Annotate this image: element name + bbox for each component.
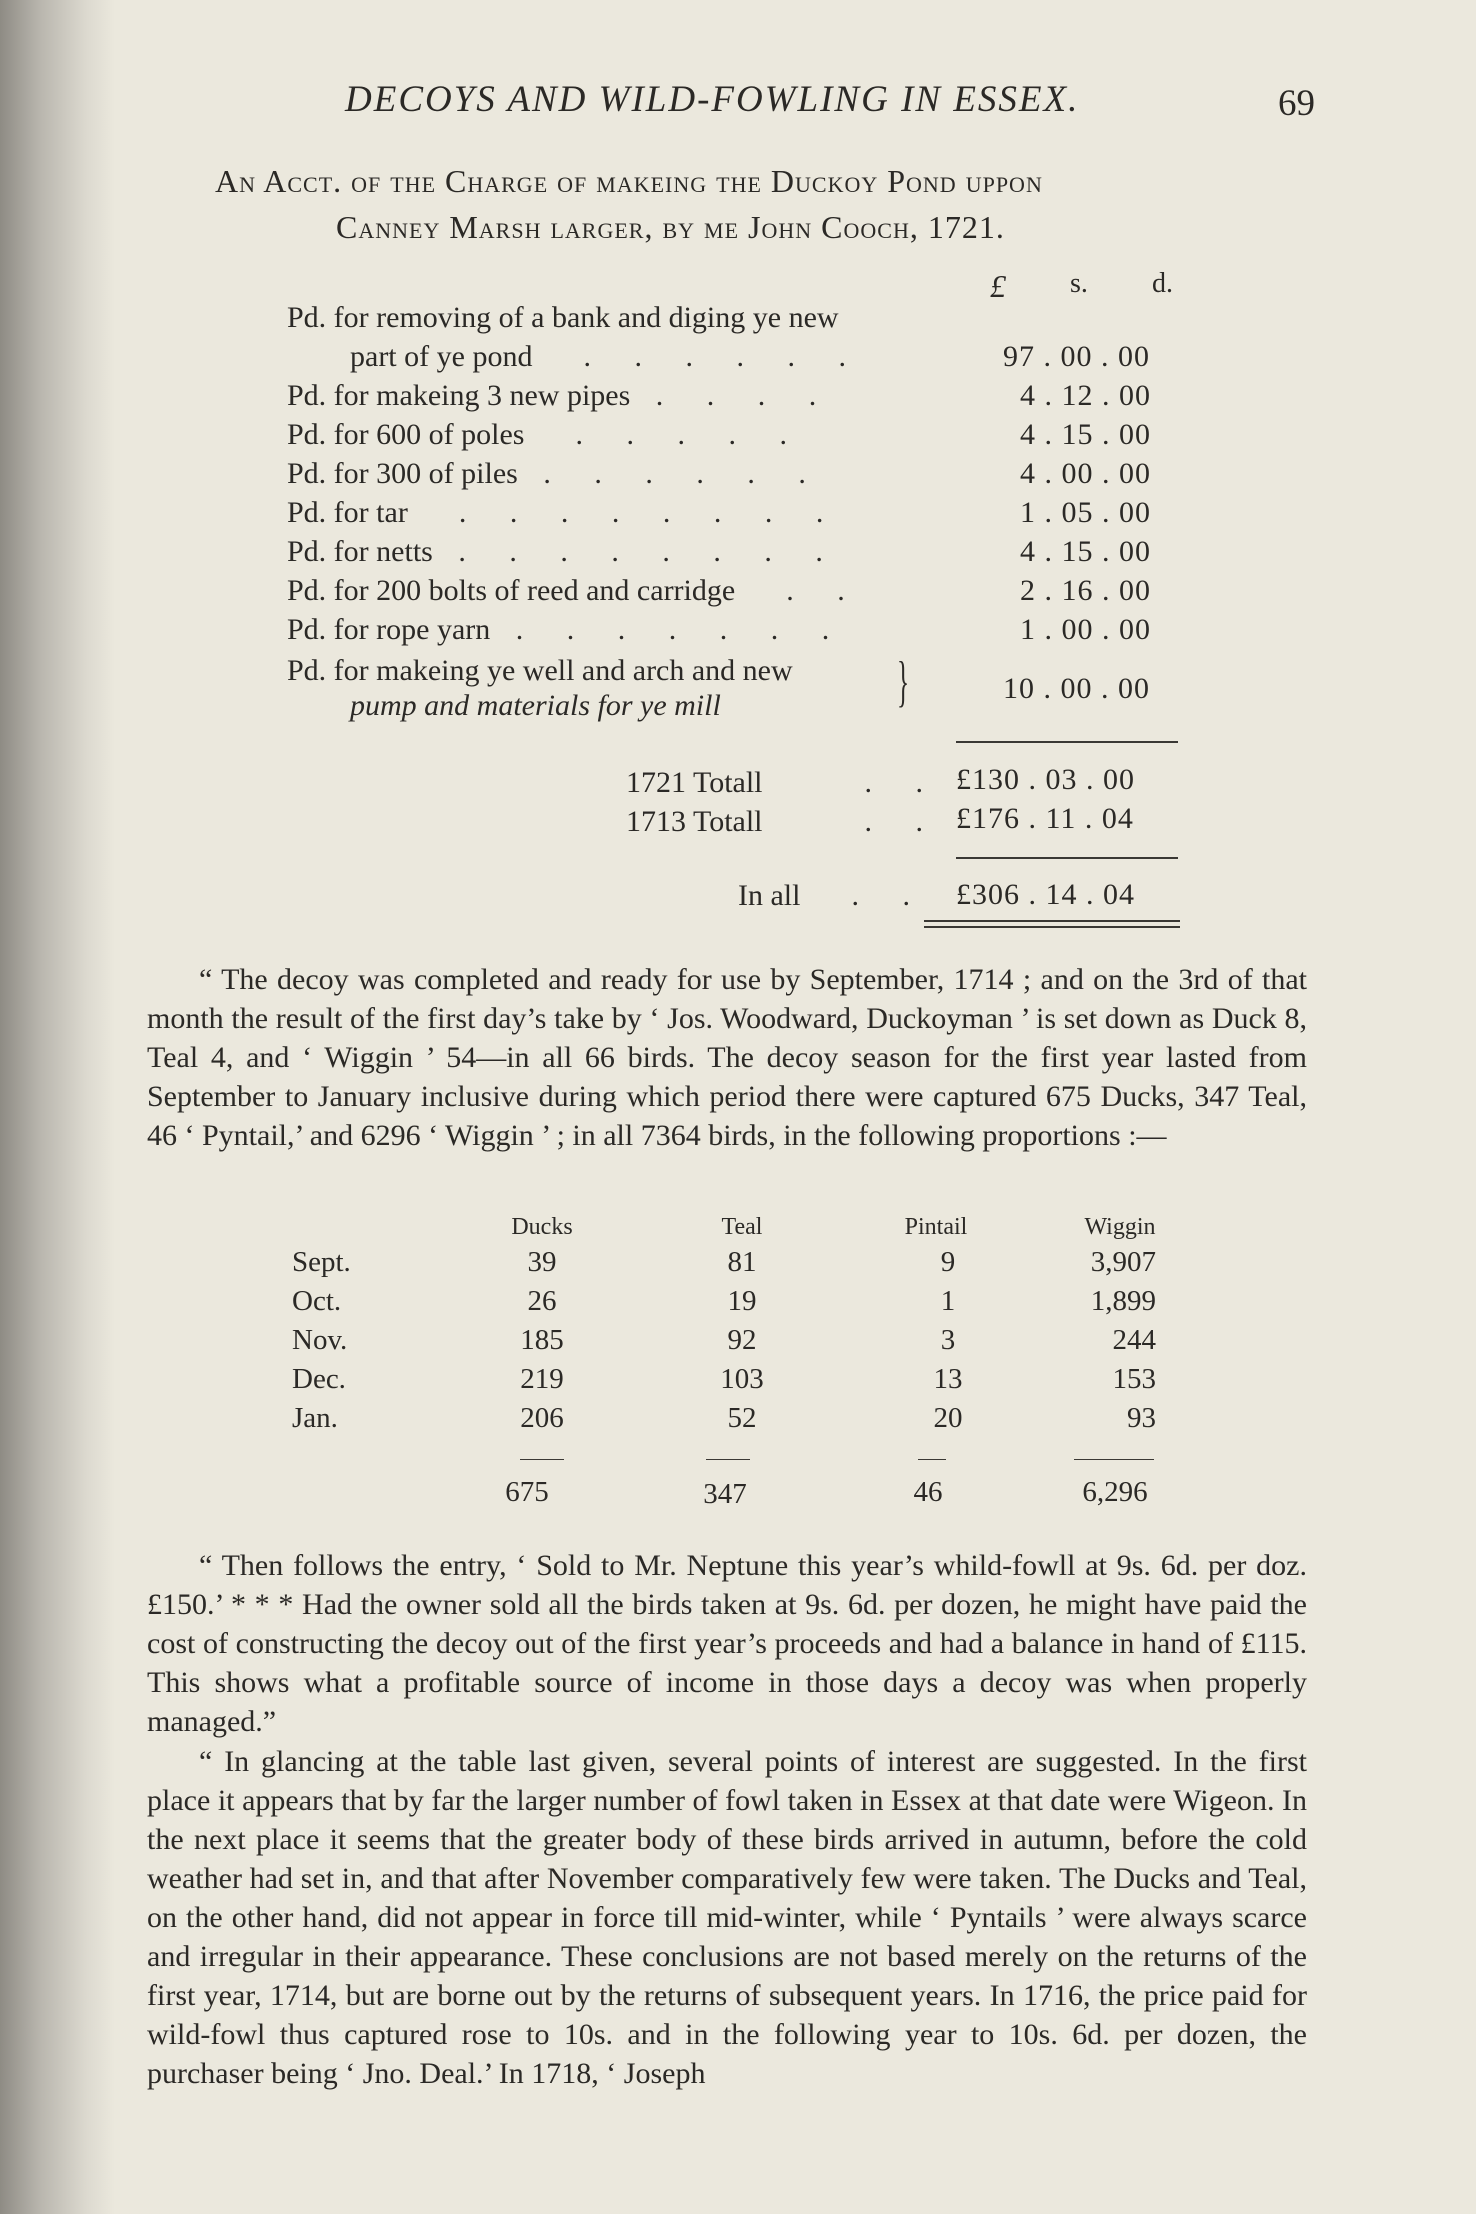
paragraph-sold-to-neptune-text: “ Then follows the entry, ‘ Sold to Mr. Neptune this year’s whild-fowll at 9s. 6d. per doz. £150.’ * * * Had the owner sold all the birds taken at 9s. 6d. per dozen, he might have paid the cost of constructing the decoy out of the first year’s proceeds and had a balance in hand of £115. This shows what a profitable source of income in those days a decoy was when properly managed.”	[147, 1549, 1307, 1738]
page-number: 69	[1278, 83, 1315, 124]
grand-total-label: In all	[738, 879, 801, 912]
table-cell: 93	[1127, 1402, 1156, 1434]
column-head-wiggin: Wiggin	[1084, 1214, 1156, 1240]
column-rule	[520, 1459, 564, 1460]
table-cell: 52	[727, 1402, 757, 1434]
leader-dots: . . . . . . . .	[407, 496, 842, 529]
table-total-cell: 6,296	[1082, 1476, 1148, 1508]
subtotal-rule	[956, 741, 1178, 743]
leader-dots: . . . . . . . .	[432, 535, 841, 568]
table-cell: 206	[520, 1402, 564, 1434]
table-cell: 26	[527, 1285, 557, 1317]
column-rule	[1074, 1459, 1154, 1460]
table-cell: 19	[727, 1285, 757, 1317]
account-item-8-text: Pd. for rope yarn	[287, 613, 491, 646]
paragraph-glancing-at-table	[147, 1742, 1307, 2093]
leader-dots: . .	[735, 574, 863, 607]
table-cell: 92	[727, 1324, 757, 1356]
table-total-cell: 46	[913, 1476, 943, 1508]
curly-brace: }	[897, 651, 910, 713]
account-title-text-2: Canney Marsh larger, by me John Cooch, 1721.	[336, 209, 1005, 245]
table-cell: 185	[520, 1324, 564, 1356]
table-cell: 219	[520, 1363, 564, 1395]
account-item-4	[287, 454, 824, 493]
table-cell: 3	[940, 1324, 956, 1356]
table-cell: 39	[527, 1246, 557, 1278]
account-item-3	[287, 415, 805, 454]
account-item-7-text: Pd. for 200 bolts of reed and carridge	[287, 574, 736, 607]
column-head-shillings: s.	[1070, 268, 1088, 299]
paragraph-glancing-at-table-text: “ In glancing at the table last given, several points of interest are suggested. In the first place it appears that by far the larger number of fowl taken in Essex at that date were Wigeon. In the next place it seems that the greater body of these birds arrived in autumn, before the cold weather had set in, and that after November comparatively few were taken. The Ducks and Teal, on the other hand, did not appear in force till mid-winter, while ‘ Pyntails ’ were always scarce and irregular in their appearance. These conclusions are not based merely on the returns of the first year, 1714, but are borne out by the returns of subsequent years. In 1716, the price paid for wild-fowl thus captured rose to 10s. and in the following year to 10s. 6d. per dozen, the purchaser being ‘ Jno. Deal.’ In 1718, ‘ Joseph	[147, 1745, 1307, 2090]
account-title-text-1: An Acct. of the Charge of makeing the Duckoy Pond uppon	[215, 163, 1043, 199]
account-item-6-amount: 4 . 15 . 00	[1020, 535, 1151, 568]
account-item-5-amount: 1 . 05 . 00	[1020, 496, 1151, 529]
account-item-2	[287, 376, 834, 415]
total-rule	[956, 857, 1178, 859]
table-cell: 3,907	[1090, 1246, 1156, 1278]
grand-total-amount: £306 . 14 . 04	[956, 878, 1135, 911]
leader-dots: . . . . . . .	[490, 613, 848, 646]
column-head-pence: d.	[1152, 268, 1173, 299]
column-head-ducks: Ducks	[511, 1214, 573, 1240]
grand-total-double-rule-2	[924, 926, 1180, 928]
leader-dots: . . . . .	[524, 418, 805, 451]
leader-dots: . . . .	[630, 379, 835, 412]
table-cell: 103	[720, 1363, 764, 1395]
table-cell: 153	[1112, 1363, 1156, 1395]
column-rule	[918, 1459, 946, 1460]
table-cell: 20	[933, 1402, 963, 1434]
table-cell: 13	[933, 1363, 963, 1395]
month-label: Nov.	[292, 1324, 348, 1356]
leader-dots: . .	[762, 805, 942, 838]
table-cell: 81	[727, 1246, 757, 1278]
column-rule	[706, 1459, 750, 1460]
account-item-8-amount: 1 . 00 . 00	[1020, 613, 1151, 646]
paragraph-sold-to-neptune	[147, 1546, 1307, 1741]
month-label: Oct.	[292, 1285, 342, 1317]
column-head-pintail: Pintail	[904, 1214, 968, 1240]
account-item-1-amount: 97 . 00 . 00	[1003, 340, 1150, 373]
account-item-5-text: Pd. for tar	[287, 496, 408, 529]
table-cell: 1	[940, 1285, 956, 1317]
account-item-1-line-1: Pd. for removing of a bank and diging ye new	[287, 301, 839, 334]
account-item-8	[287, 610, 847, 649]
account-item-9-line-2: pump and materials for ye mill	[350, 689, 721, 722]
account-item-1-line-2	[350, 337, 864, 376]
table-total-cell: 347	[703, 1478, 747, 1510]
table-total-cell: 675	[505, 1476, 549, 1508]
account-item-4-text: Pd. for 300 of piles	[287, 457, 518, 490]
account-item-7-amount: 2 . 16 . 00	[1020, 574, 1151, 607]
month-label: Dec.	[292, 1363, 346, 1395]
table-cell: 1,899	[1090, 1285, 1156, 1317]
table-cell: 244	[1112, 1324, 1156, 1356]
running-title: DECOYS AND WILD-FOWLING IN ESSEX.	[345, 79, 1080, 120]
month-label: Jan.	[292, 1402, 338, 1434]
account-item-6-text: Pd. for netts	[287, 535, 433, 568]
month-label: Sept.	[292, 1246, 351, 1278]
account-item-4-amount: 4 . 00 . 00	[1020, 457, 1151, 490]
paragraph-decoy-completed-text: “ The decoy was completed and ready for use by September, 1714 ; and on the 3rd of that month the result of the first day’s take by ‘ Jos. Woodward, Duckoyman ’ is set down as Duck 8, Teal 4, and ‘ Wiggin ’ 54—in all 66 birds. The decoy season for the first year lasted from September to January inclusive during which period there were captured 675 Ducks, 347 Teal, 46 ‘ Pyntail,’ and 6296 ‘ Wiggin ’ ; in all 7364 birds, in the following proportions :—	[147, 963, 1307, 1152]
grand-total	[738, 876, 928, 915]
leader-dots: . .	[800, 879, 928, 912]
column-head-teal: Teal	[721, 1214, 763, 1240]
account-item-3-amount: 4 . 15 . 00	[1020, 418, 1151, 451]
paragraph-decoy-completed	[147, 960, 1307, 1155]
account-item-5	[287, 493, 841, 532]
total-1721-label: 1721 Totall	[626, 766, 763, 799]
leader-dots: . . . . . .	[517, 457, 824, 490]
account-title-line-2	[336, 204, 1005, 250]
total-1721-amount: £130 . 03 . 00	[956, 763, 1135, 796]
total-1721	[626, 763, 941, 802]
grand-total-double-rule-1	[924, 920, 1180, 922]
table-cell: 9	[940, 1246, 956, 1278]
total-1713-amount: £176 . 11 . 04	[956, 802, 1134, 835]
account-item-9-amount: 10 . 00 . 00	[1003, 672, 1150, 705]
leader-dots: . .	[762, 766, 942, 799]
account-title-line-1	[215, 158, 1043, 204]
leader-dots: . . . . . .	[532, 340, 864, 373]
account-item-1-text: part of ye pond	[350, 340, 533, 373]
account-item-3-text: Pd. for 600 of poles	[287, 418, 525, 451]
account-item-7	[287, 571, 863, 610]
total-1713-label: 1713 Totall	[626, 805, 763, 838]
account-item-9-line-1: Pd. for makeing ye well and arch and new	[287, 654, 793, 687]
account-item-2-amount: 4 . 12 . 00	[1020, 379, 1151, 412]
total-1713	[626, 802, 941, 841]
account-item-2-text: Pd. for makeing 3 new pipes	[287, 379, 631, 412]
account-item-6	[287, 532, 841, 571]
column-head-pounds: £	[990, 268, 1006, 304]
